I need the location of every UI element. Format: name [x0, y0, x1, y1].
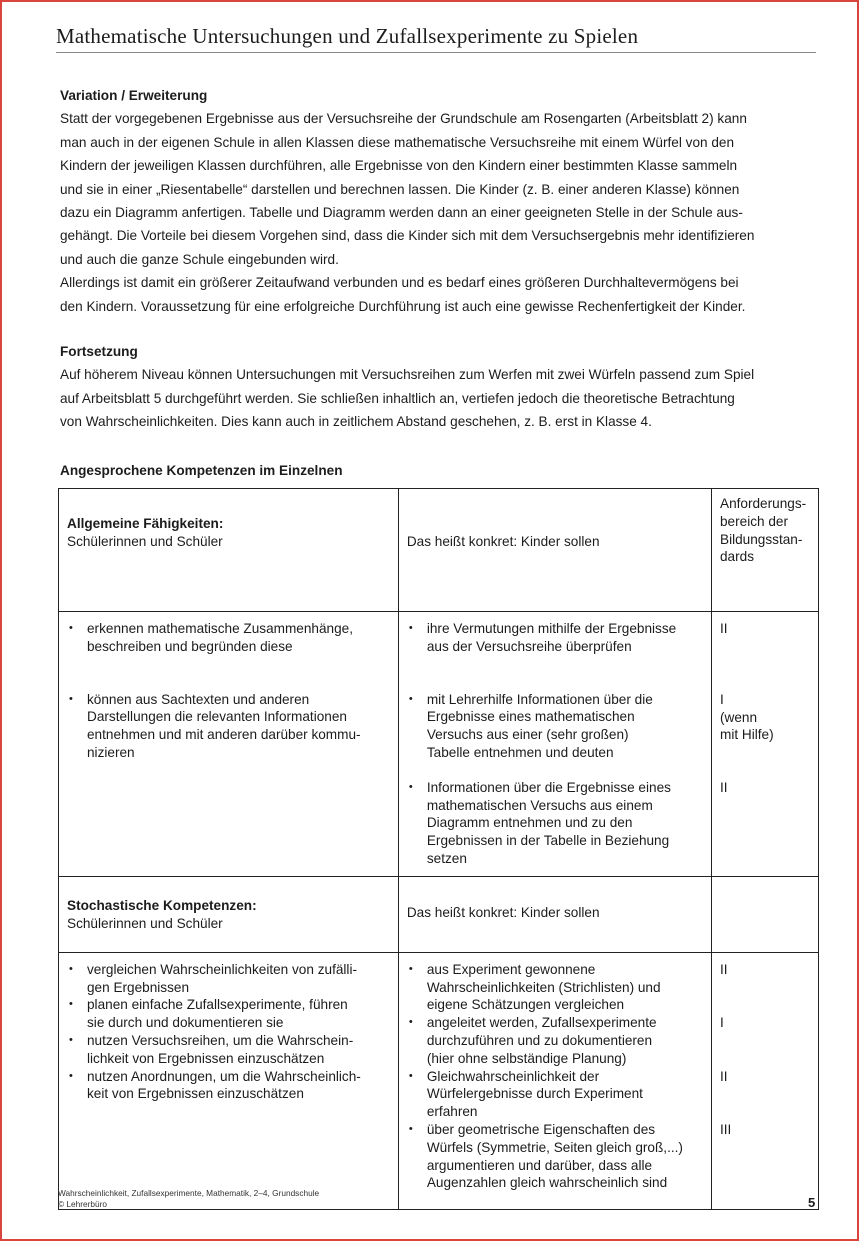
list-item: [87, 961, 390, 997]
list-item: [427, 1014, 703, 1067]
competence-table-heading: Angesprochene Kompetenzen im Einzelnen: [60, 462, 343, 478]
text-line: und auch die ganze Schule eingebunden wird.: [60, 251, 339, 267]
list-item-line: • ihre Vermutungen mithilfe der Ergebnisse: [426, 621, 677, 636]
stochastic-skills-cell: [59, 952, 399, 1209]
header-level-line: bereich der: [720, 513, 789, 529]
list-item: [427, 961, 703, 1014]
list-item-line: gen Ergebnissen: [87, 979, 190, 995]
list-item: [87, 1032, 390, 1068]
table-row: [59, 612, 819, 877]
list-item: [427, 620, 703, 656]
list-item: [427, 779, 703, 868]
text-line: von Wahrscheinlichkeiten. Dies kann auch in zeitlichem Abstand geschehen, z. B. erst in Klasse 4.: [60, 414, 652, 430]
text-line: Allerdings ist damit ein größerer Zeitaufwand verbunden und es bedarf eines größeren Durchhaltevermögens bei: [60, 275, 739, 291]
page-title: Mathematische Untersuchungen und Zufallsexperimente zu Spielen: [56, 24, 816, 53]
list-item: [87, 620, 390, 656]
list-item: [87, 691, 390, 762]
header-bold-label: Stochastische Kompetenzen:: [67, 897, 257, 913]
list-item-line: • vergleichen Wahrscheinlichkeiten von zufälli-: [87, 961, 357, 977]
header-cell-empty: [712, 876, 819, 952]
level-value: II: [720, 961, 728, 977]
footer-source: Wahrscheinlichkeit, Zufallsexperimente, Mathematik, 2–4, Grundschule: [58, 1188, 320, 1198]
list-item-line: sie durch und dokumentieren sie: [87, 1015, 284, 1031]
list-item-line: lichkeit von Ergebnissen einzuschätzen: [87, 1050, 325, 1066]
text-line: dazu ein Diagramm anfertigen. Tabelle und Diagramm werden dann an einer geeigneten Stelle in der Schule aus-: [60, 205, 743, 221]
list-item-line: mathematischen Versuchs aus einem: [426, 797, 653, 813]
text-line: auf Arbeitsblatt 5 durchgeführt werden. Sie schließen inhaltlich an, vertiefen jedoch die theoretische Betrachtung: [60, 390, 735, 406]
list-item-line: (hier ohne selbständige Planung): [426, 1050, 627, 1066]
list-item-line: Augenzahlen gleich wahrscheinlich sind: [426, 1175, 668, 1191]
level-value: I: [720, 691, 724, 707]
list-item-line: aus der Versuchsreihe überprüfen: [426, 638, 632, 654]
list-item-line: Darstellungen die relevanten Informationen: [87, 709, 347, 725]
level-value: II: [720, 621, 728, 636]
concrete-cell: [398, 612, 711, 877]
list-item-line: keit von Ergebnissen einzuschätzen: [87, 1086, 304, 1102]
header-level-line: Bildungsstan-: [720, 531, 803, 547]
list-item-line: beschreiben und begründen diese: [87, 638, 293, 654]
list-item-line: Diagramm entnehmen und zu den: [426, 815, 633, 831]
level-value: III: [720, 1121, 732, 1137]
list-item-line: argumentieren und darüber, dass alle: [426, 1157, 653, 1173]
header-cell-stochastic: [59, 876, 399, 952]
list-item-line: erfahren: [426, 1104, 478, 1120]
header-sub-label: Schülerinnen und Schüler: [67, 915, 223, 931]
list-item-line: eigene Schätzungen vergleichen: [426, 997, 625, 1013]
list-item: [427, 691, 703, 762]
table-header-row: [59, 489, 819, 612]
header-level-line: Anforderungs-: [720, 496, 807, 511]
list-item-line: • planen einfache Zufallsexperimente, führen: [87, 997, 348, 1013]
header-concrete-label: Das heißt konkret: Kinder sollen: [406, 904, 600, 920]
list-item-line: • angeleitet werden, Zufallsexperimente: [426, 1015, 657, 1031]
list-item-line: Tabelle entnehmen und deuten: [426, 744, 614, 760]
list-item-line: • können aus Sachtexten und anderen: [87, 691, 310, 707]
header-level-line: dards: [720, 549, 755, 565]
list-item: [427, 1068, 703, 1121]
text-line: und sie in einer „Riesentabelle“ darstellen und berechnen lassen. Die Kinder (z. B. einer anderen Klasse) können: [60, 181, 740, 197]
level-cell: [712, 612, 819, 877]
list-item-line: setzen: [426, 850, 467, 866]
text-line: Statt der vorgegebenen Ergebnisse aus der Versuchsreihe der Grundschule am Rosengarten (Arbeitsblatt 2) kann: [60, 111, 747, 127]
list-item-line: nizieren: [87, 744, 135, 760]
text-line: den Kindern. Voraussetzung für eine erfolgreiche Durchführung ist auch eine gewisse Rechenfertigkeit der Kinder.: [60, 298, 746, 314]
list-item-line: Wahrscheinlichkeiten (Strichlisten) und: [426, 979, 661, 995]
list-item-line: • mit Lehrerhilfe Informationen über die: [426, 691, 653, 707]
level-value: I: [720, 1015, 724, 1031]
page-number: 5: [808, 1195, 816, 1210]
list-item-line: Ergebnisse eines mathematischen: [426, 709, 635, 725]
list-item-line: • nutzen Versuchsreihen, um die Wahrschein-: [87, 1032, 354, 1048]
header-cell-general-skills: [59, 489, 399, 612]
list-item-line: Versuchs aus einer (sehr großen): [426, 727, 629, 743]
main-content: [60, 84, 814, 482]
list-item-line: • aus Experiment gewonnene: [426, 961, 596, 977]
header-cell-concrete: [398, 489, 711, 612]
general-skills-cell: [59, 612, 399, 877]
header-bold-label: Allgemeine Fähigkeiten:: [67, 516, 224, 531]
list-item: [87, 996, 390, 1032]
level-cell: [712, 952, 819, 1209]
list-item-line: durchzuführen und zu dokumentieren: [426, 1032, 653, 1048]
header-cell-concrete: [398, 876, 711, 952]
table-header-row: [59, 876, 819, 952]
level-value: mit Hilfe): [720, 727, 774, 743]
list-item: [87, 1068, 390, 1104]
level-value: II: [720, 1068, 728, 1084]
variation-paragraph: [60, 107, 814, 318]
fortsetzung-paragraph: [60, 363, 814, 433]
text-line: gehängt. Die Vorteile bei diesem Vorgehen sind, dass die Kinder sich mit dem Versuchsergebnis mehr identifizieren: [60, 228, 755, 244]
header-concrete-label: Das heißt konkret: Kinder sollen: [406, 534, 600, 549]
header-cell-level: [712, 489, 819, 612]
text-line: man auch in der eigenen Schule in allen Klassen diese mathematische Versuchsreihe mit einem Würfel von den: [60, 134, 735, 150]
list-item-line: Ergebnissen in der Tabelle in Beziehung: [426, 833, 670, 849]
footer-copyright: © Lehrerbüro: [58, 1199, 108, 1209]
section-heading-fortsetzung: Fortsetzung: [60, 344, 138, 360]
competence-table: [58, 488, 819, 1210]
concrete-cell: [398, 952, 711, 1209]
list-item-line: • Gleichwahrscheinlichkeit der: [426, 1068, 600, 1084]
list-item-line: • über geometrische Eigenschaften des: [426, 1121, 656, 1137]
list-item-line: • erkennen mathematische Zusammenhänge,: [87, 621, 353, 636]
list-item-line: • nutzen Anordnungen, um die Wahrscheinlich-: [87, 1068, 361, 1084]
level-value: II: [720, 780, 728, 796]
list-item-line: Würfelergebnisse durch Experiment: [426, 1086, 643, 1102]
text-line: Kindern der jeweiligen Klassen durchführen, alle Ergebnisse von den Kindern einer bestimmten Klasse sammeln: [60, 158, 738, 174]
header-sub-label: Schülerinnen und Schüler: [67, 533, 223, 549]
table-row: [59, 952, 819, 1209]
list-item-line: entnehmen und mit anderen darüber kommu-: [87, 727, 361, 743]
level-value: (wenn: [720, 709, 758, 725]
section-heading-variation: Variation / Erweiterung: [60, 88, 208, 103]
list-item: [427, 1121, 703, 1192]
page-footer: [58, 1188, 319, 1210]
text-line: Auf höherem Niveau können Untersuchungen mit Versuchsreihen zum Werfen mit zwei Würfeln passend zum Spiel: [60, 367, 755, 383]
list-item-line: Würfels (Symmetrie, Seiten gleich groß,...): [426, 1139, 683, 1155]
list-item-line: • Informationen über die Ergebnisse eines: [426, 779, 671, 795]
